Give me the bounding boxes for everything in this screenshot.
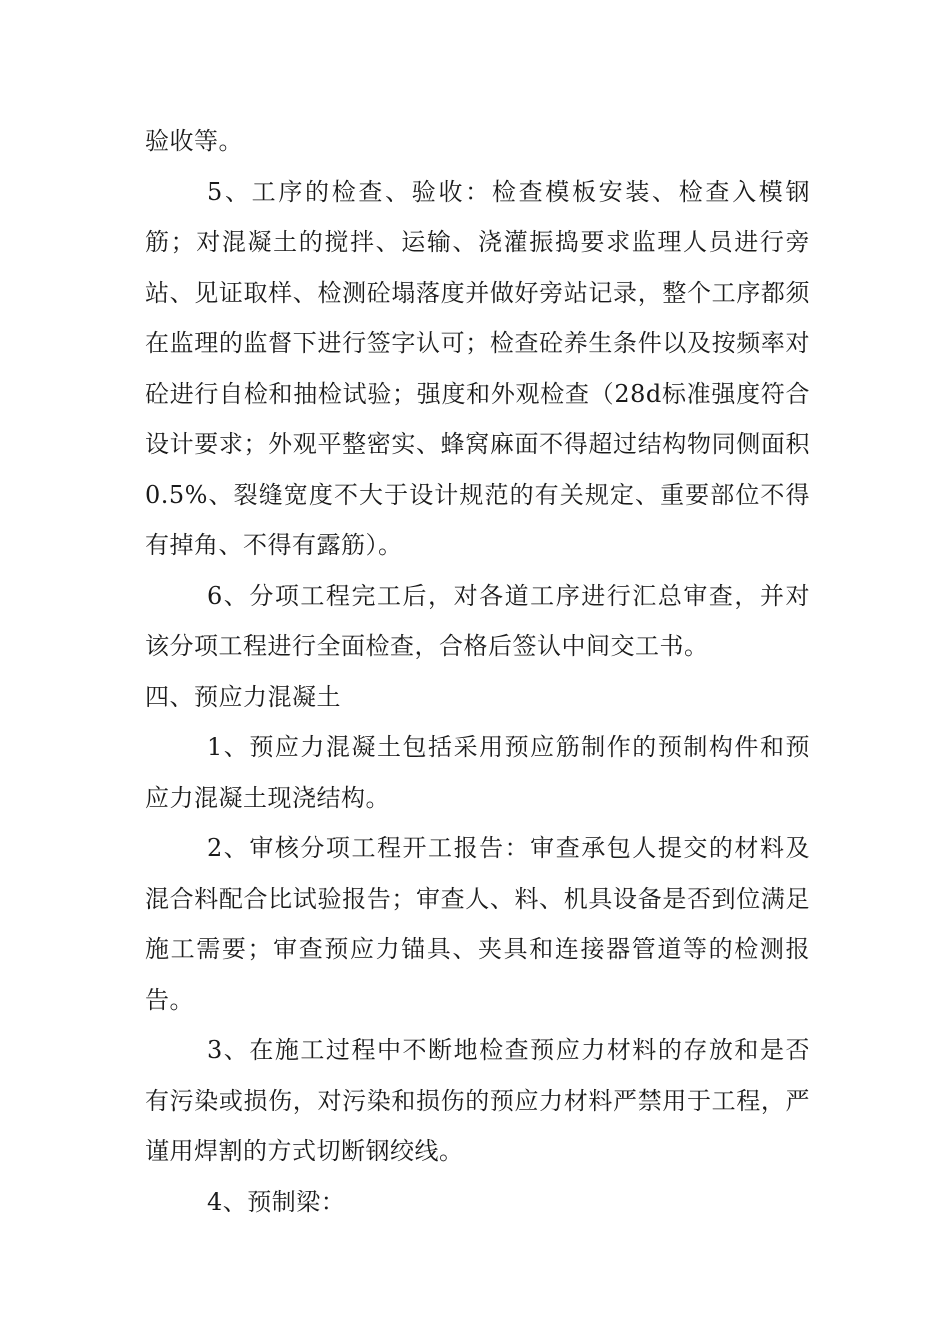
- paragraph-item-6: 6、分项工程完工后，对各道工序进行汇总审查，并对该分项工程进行全面检查，合格后签认中间交工书。: [145, 581, 810, 660]
- paragraph-item-1: 1、预应力混凝土包括采用预应筋制作的预制构件和预应力混凝土现浇结构。: [145, 733, 810, 812]
- section-heading: 四、预应力混凝土: [145, 682, 341, 711]
- paragraph-continuation: 验收等。: [145, 127, 243, 155]
- paragraph-item-4: 4、预制梁：: [207, 1187, 346, 1216]
- paragraph-item-2: 2、审核分项工程开工报告：审查承包人提交的材料及混合料配合比试验报告；审查人、料、机具设备是否到位满足施工需要；审查预应力锚具、夹具和连接器管道等的检测报告。: [145, 834, 810, 1014]
- paragraph-item-3: 3、在施工过程中不断地检查预应力材料的存放和是否有污染或损伤，对污染和损伤的预应力材料严禁用于工程，严谨用焊割的方式切断钢绞线。: [145, 1036, 810, 1165]
- document-body: [145, 116, 810, 1227]
- paragraph-item-5: 5、工序的检查、验收：检查模板安装、检查入模钢筋；对混凝土的搅拌、运输、浇灌振捣要求监理人员进行旁站、见证取样、检测砼塌落度并做好旁站记录，整个工序都须在监理的监督下进行签字认可；检查砼养生条件以及按频率对砼进行自检和抽检试验；强度和外观检查（28d标准强度符合设计要求；外观平整密实、蜂窝麻面不得超过结构物同侧面积0.5%、裂缝宽度不大于设计规范的有关规定、重要部位不得有掉角、不得有露筋）。: [145, 177, 810, 559]
